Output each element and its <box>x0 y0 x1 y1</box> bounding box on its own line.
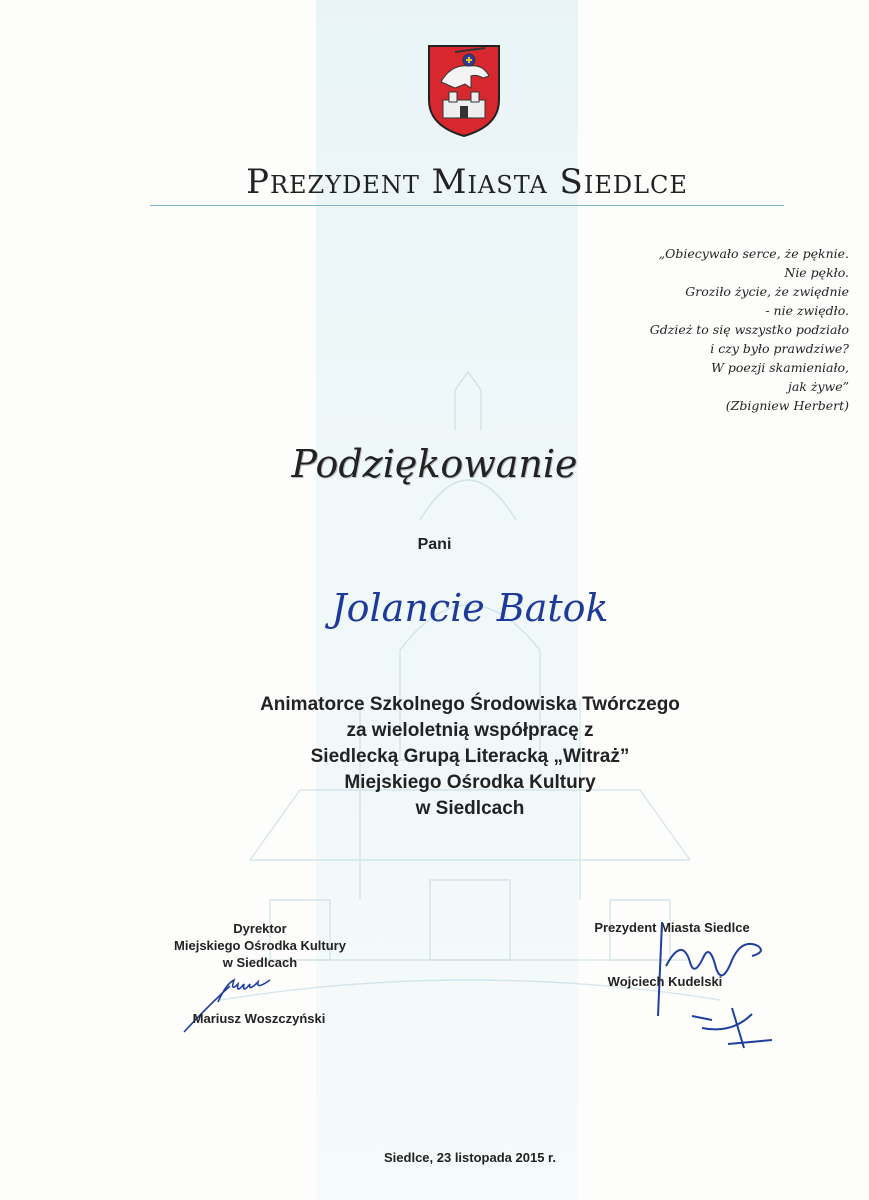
poem-line: Groziło życie, że zwiędnie <box>685 284 849 299</box>
poem-author: (Zbigniew Herbert) <box>725 398 849 413</box>
issuer-title: Prezydent Miasta Siedlce <box>246 162 688 202</box>
salutation: Pani <box>417 536 452 553</box>
reason-line: Miejskiego Ośrodka Kultury <box>344 772 596 793</box>
reason-line: Siedlecką Grupą Literacką „Witraż” <box>310 746 630 767</box>
signatory-title-line: Dyrektor <box>233 921 287 936</box>
left-signatory-name: Mariusz Woszczyński <box>192 1011 326 1026</box>
place-and-date: Siedlce, 23 listopada 2015 r. <box>384 1150 556 1165</box>
poem-line: W poezji skamieniało, <box>711 360 849 375</box>
certificate-heading: Podziękowanie <box>291 442 578 486</box>
poem-line: „Obiecywało serce, że pęknie. <box>658 246 849 261</box>
reason-line: za wieloletnią współpracę z <box>346 720 594 741</box>
poem-line: i czy było prawdziwe? <box>710 341 849 356</box>
signatory-title-line: Miejskiego Ośrodka Kultury <box>174 938 346 953</box>
signatory-title-line: w Siedlcach <box>222 955 298 970</box>
poem-quote <box>519 244 849 415</box>
reason-line: w Siedlcach <box>415 798 525 819</box>
poem-line: - nie zwiędło. <box>765 303 849 318</box>
reason-line: Animatorce Szkolnego Środowiska Twórczego <box>260 694 680 715</box>
poem-line: Gdzież to się wszystko podziało <box>649 322 849 337</box>
poem-line: Nie pękło. <box>784 265 849 280</box>
header-divider <box>150 205 784 206</box>
right-signatory-title: Prezydent Miasta Siedlce <box>594 920 750 935</box>
siedlce-coat-of-arms-icon <box>425 42 503 138</box>
left-signatory-title <box>160 920 360 971</box>
poem-line: jak żywe” <box>787 379 849 394</box>
award-reason <box>0 692 869 822</box>
right-signatory-name: Wojciech Kudelski <box>607 974 723 989</box>
recipient-name: Jolancie Batok <box>331 586 609 630</box>
